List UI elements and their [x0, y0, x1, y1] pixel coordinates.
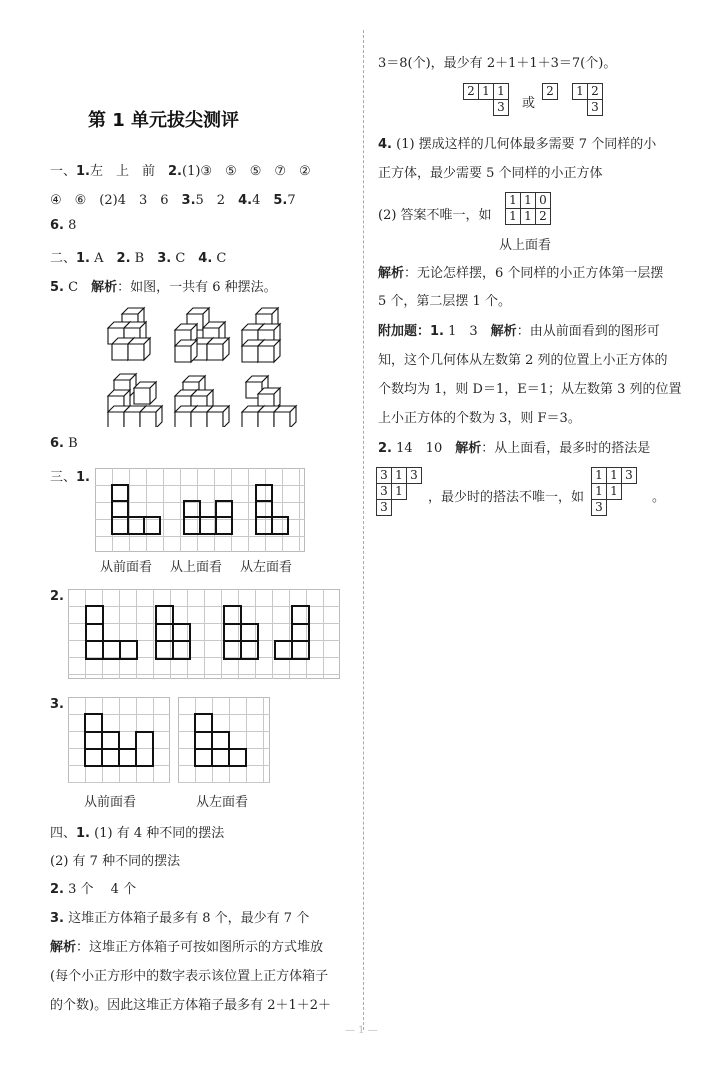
answer-line-4: 二、1. A 2. B 3. C 4. C	[50, 251, 227, 266]
caption-left: 从左面看	[240, 560, 293, 575]
right-line-11: 上小正方体的个数为 3，则 F＝3。	[378, 411, 581, 426]
answer-line-5: 5. C 解析：如图，一共有 6 种摆法。	[50, 280, 277, 295]
answer-line-11: (2) 有 7 种不同的摆法	[50, 854, 181, 869]
right-line-12: 2. 14 10 解析：从上面看，最多时的搭法是	[378, 441, 651, 456]
answer-line-16: 的个数)。因此这堆正方体箱子最多有 2＋1＋2＋	[50, 998, 332, 1013]
answer-line-10: 四、1. (1) 有 4 种不同的摆法	[50, 826, 225, 841]
right-line-6: 解析：无论怎样摆，6 个同样的小正方体第一层摆	[378, 266, 664, 281]
right-line-10: 个数均为 1，则 D＝1，E＝1；从左数第 3 列的位置	[378, 382, 682, 397]
right-line-1: 3＝8(个)，最少有 2＋1＋1＋3＝7(个)。	[378, 56, 617, 71]
column-divider	[363, 30, 364, 1030]
right-line-13: ，最少时的搭法不唯一，如	[428, 490, 585, 505]
right-line-5: (2) 答案不唯一，如	[378, 208, 492, 223]
answer-line-14: 解析：这堆正方体箱子可按如图所示的方式堆放	[50, 940, 324, 955]
caption-top: 从上面看	[170, 560, 223, 575]
right-line-13-end: 。	[652, 490, 666, 505]
views-grid-3a	[68, 697, 170, 783]
answer-line-15: (每个小正方形中的数字表示该位置上正方体箱子	[50, 969, 329, 984]
number-grid-5: 1 1 3 1 1 3	[577, 467, 637, 516]
caption-front: 从前面看	[100, 560, 153, 575]
views-grid-3b	[178, 697, 270, 783]
or-label: 或	[522, 96, 536, 111]
views-grid-1	[95, 468, 305, 552]
answer-line-9: 3.	[50, 697, 64, 712]
answer-line-8: 2.	[50, 589, 64, 604]
right-line-4: 正方体，最少需要 5 个同样的小正方体	[378, 166, 603, 181]
arrangement-3	[242, 308, 280, 362]
answer-line-7: 三、1.	[50, 470, 90, 485]
right-line-7: 5 个，第二层摆 1 个。	[378, 294, 511, 309]
arrangement-1	[108, 308, 150, 360]
right-line-9: 知，这个几何体从左数第 2 列的位置上小正方体的	[378, 353, 668, 368]
arrangement-4	[108, 374, 162, 427]
answer-line-6: 6. B	[50, 436, 78, 451]
caption-top-2: 从上面看	[499, 238, 552, 253]
caption3-front: 从前面看	[84, 795, 137, 810]
number-grid-2: 2 1 2 3	[542, 83, 603, 116]
arrangement-6	[242, 376, 296, 427]
cube-arrangements-figure	[100, 302, 300, 427]
number-grid-4: 3 1 3 3 1 3	[376, 467, 422, 516]
caption3-left: 从左面看	[196, 795, 249, 810]
right-line-8: 附加题：1. 1 3 解析：由从前面看到的图形可	[378, 324, 660, 339]
right-line-3: 4. (1) 摆成这样的几何体最多需要 7 个同样的小	[378, 137, 657, 152]
page-number: — 1 —	[345, 1025, 378, 1036]
number-grid-1: 2 1 1 3	[463, 83, 509, 116]
answer-line-13: 3. 这堆正方体箱子最多有 8 个，最少有 7 个	[50, 911, 310, 926]
answer-line-3: 6. 8	[50, 218, 77, 233]
arrangement-5	[175, 376, 229, 427]
answer-line-2: ④ ⑥ (2)4 3 6 3.5 2 4.4 5.7	[50, 193, 296, 208]
page-title: 第 1 单元拔尖测评	[88, 110, 240, 131]
views-grid-2	[68, 589, 340, 679]
answer-line-1: 一、1.左 上 前 2.(1)③ ⑤ ⑤ ⑦ ②	[50, 164, 311, 179]
answer-line-12: 2. 3 个 4 个	[50, 882, 137, 897]
number-grid-3: 1 1 0 1 1 2	[505, 192, 551, 225]
arrangement-2	[175, 308, 229, 362]
